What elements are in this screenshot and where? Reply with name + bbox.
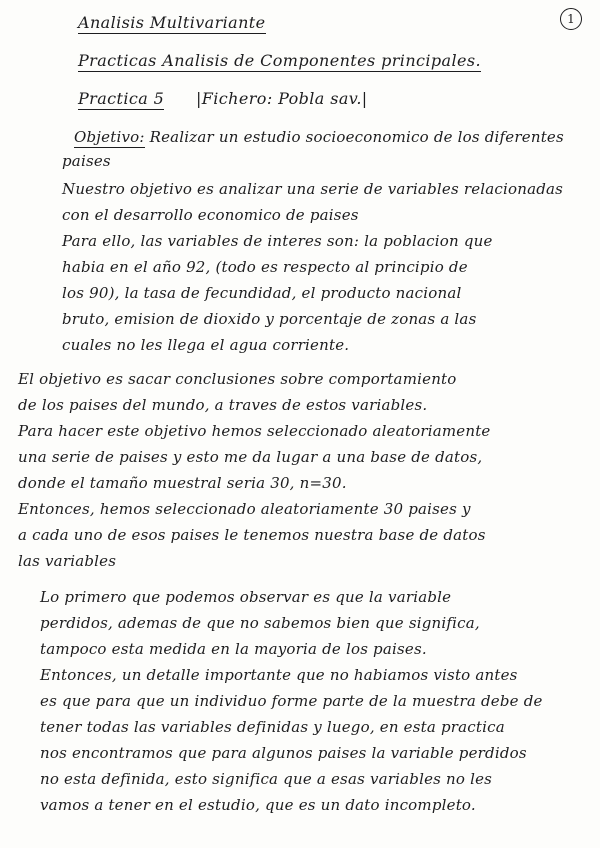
text-line: bruto, emision de dioxido y porcentaje de zonas a las xyxy=(62,310,477,328)
text-line: donde el tamaño muestral seria 30, n=30. xyxy=(18,474,347,492)
text-line: habia en el año 92, (todo es respecto al principio de xyxy=(62,258,468,276)
text-line: no esta definida, esto significa que a esas variables no les xyxy=(40,770,493,788)
practice-label: Practica 5 xyxy=(78,89,165,108)
section-subtitle: Practicas Analisis de Componentes principales. xyxy=(78,51,481,70)
text-line: perdidos, ademas de que no sabemos bien que significa, xyxy=(40,614,480,632)
text-line: Nuestro objetivo es analizar una serie de variables relacionadas xyxy=(62,180,564,198)
page-title: Analisis Multivariante xyxy=(78,13,266,32)
text-line: tampoco esta medida en la mayoria de los paises. xyxy=(40,640,427,658)
text-line: El objetivo es sacar conclusiones sobre comportamiento xyxy=(18,370,457,388)
text-line: tener todas las variables definidas y luego, en esta practica xyxy=(40,718,505,736)
text-line: los 90), la tasa de fecundidad, el producto nacional xyxy=(62,284,462,302)
text-line: Para hacer este objetivo hemos seleccionado aleatoriamente xyxy=(18,422,491,440)
file-label: |Fichero: Pobla sav.| xyxy=(196,89,368,108)
text-line: una serie de paises y esto me da lugar a una base de datos, xyxy=(18,448,483,466)
text-line: es que para que un individuo forme parte de la muestra debe de xyxy=(40,692,543,710)
text-line: vamos a tener en el estudio, que es un dato incompleto. xyxy=(40,796,476,814)
text-line: Para ello, las variables de interes son: la poblacion que xyxy=(62,232,493,250)
objective-text: Realizar un estudio socioeconomico de los diferentes xyxy=(144,128,564,146)
text-line: paises xyxy=(62,152,111,170)
text-line: las variables xyxy=(18,552,117,570)
text-line: a cada uno de esos paises le tenemos nuestra base de datos xyxy=(18,526,486,544)
text-line: con el desarrollo economico de paises xyxy=(62,206,359,224)
text-line: nos encontramos que para algunos paises la variable perdidos xyxy=(40,744,527,762)
text-line: de los paises del mundo, a traves de estos variables. xyxy=(18,396,428,414)
page-number: 1 xyxy=(560,8,582,30)
objective-label: Objetivo: xyxy=(74,128,145,146)
text-line: Lo primero que podemos observar es que la variable xyxy=(40,588,452,606)
text-line: cuales no les llega el agua corriente. xyxy=(62,336,350,354)
objective-line xyxy=(74,128,564,146)
text-line: Entonces, hemos seleccionado aleatoriamente 30 paises y xyxy=(18,500,471,518)
text-line: Entonces, un detalle importante que no habiamos visto antes xyxy=(40,666,518,684)
